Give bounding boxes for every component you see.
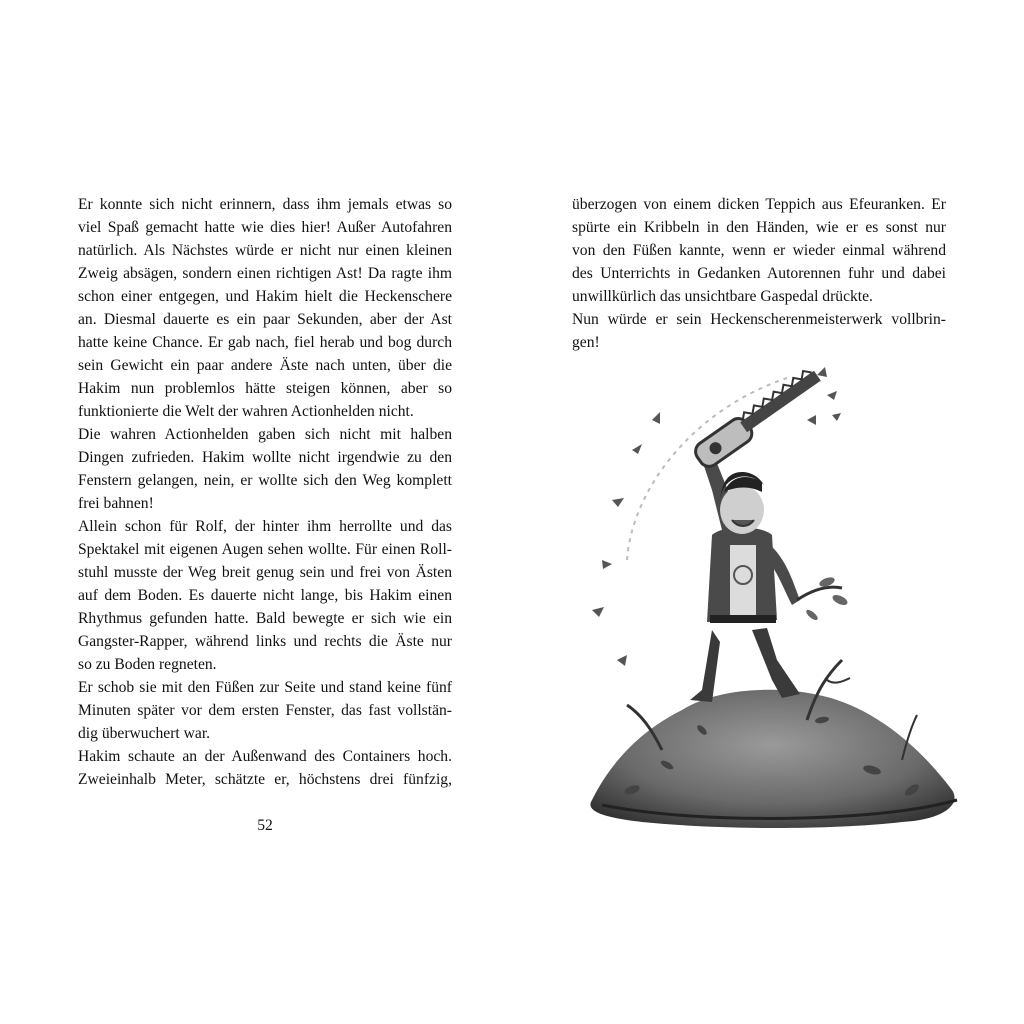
text-line: Zweieinhalb Meter, schätzte er, höchstens drei fünfzig, (78, 771, 452, 788)
text-line: von den Füßen kannte, wenn er wieder einmal während (572, 242, 946, 259)
text-line: spürte ein Kribbeln in den Händen, wie er es sonst nur (572, 219, 946, 236)
text-line: Hakim schaute an der Außenwand des Containers hoch. (78, 748, 452, 765)
text-line: natürlich. Als Nächstes würde er nicht nur einen kleinen (78, 242, 452, 259)
text-line: Fenstern gelangen, nein, er wollte sich den Weg komplett (78, 472, 452, 489)
text-line: überzogen von einem dicken Teppich aus Efeuranken. Er (572, 196, 946, 213)
text-line: viel Spaß gemacht hatte wie dies hier! Außer Autofahren (78, 219, 452, 236)
text-line: frei bahnen! (78, 495, 154, 512)
text-line: Gangster-Rapper, während links und rechts die Äste nur (78, 633, 452, 650)
page-number: 52 (257, 817, 273, 834)
text-line: Er schob sie mit den Füßen zur Seite und stand keine fünf (78, 679, 452, 696)
text-line: Dingen zufrieden. Hakim wollte nicht irgendwie zu den (78, 449, 452, 466)
text-line: Die wahren Actionhelden gaben sich nicht mit halben (78, 426, 452, 443)
right-page (572, 193, 946, 354)
left-page (78, 193, 452, 791)
text-line: Zweig absägen, sondern einen richtigen Ast! Da ragte ihm (78, 265, 452, 282)
text-line: dig überwuchert war. (78, 725, 211, 742)
text-line: auf dem Boden. Es dauerte nicht lange, bis Hakim einen (78, 587, 452, 604)
text-line: des Unterrichts in Gedanken Autorennen fuhr und dabei (572, 265, 946, 282)
text-line: Minuten später vor dem ersten Fenster, das fast vollstän- (78, 702, 452, 719)
text-line: stuhl musste der Weg breit genug sein und frei von Ästen (78, 564, 452, 581)
boy-with-hedge-trimmer-illustration (572, 360, 982, 840)
leaf-pile (590, 690, 954, 828)
text-line: schon einer entgegen, und Hakim hielt die Heckenschere (78, 288, 452, 305)
text-line: so zu Boden regneten. (78, 656, 217, 673)
text-line: Rhythmus gefunden hatte. Bald bewegte er sich wie ein (78, 610, 452, 627)
text-line: an. Diesmal dauerte es ein paar Sekunden, aber der Ast (78, 311, 452, 328)
text-line: sein Gewicht ein paar andere Äste nach unten, über die (78, 357, 452, 374)
text-line: Er konnte sich nicht erinnern, dass ihm jemals etwas so (78, 196, 452, 213)
text-line: hatte keine Chance. Er gab nach, fiel herab und bog durch (78, 334, 452, 351)
text-line: unwillkürlich das unsichtbare Gaspedal drückte. (572, 288, 873, 305)
text-line: Allein schon für Rolf, der hinter ihm herrollte und das (78, 518, 452, 535)
illustration-svg (572, 360, 982, 840)
text-line: Spektakel mit eigenen Augen sehen wollte. Für einen Roll- (78, 541, 452, 558)
text-line: Nun würde er sein Heckenscherenmeisterwerk vollbrin- (572, 311, 946, 328)
left-page-body (78, 193, 452, 791)
text-line: funktionierte die Welt der wahren Actionhelden nicht. (78, 403, 414, 420)
text-line: gen! (572, 334, 600, 351)
right-page-body (572, 193, 946, 354)
text-line: Hakim nun problemlos hätte steigen können, aber so (78, 380, 452, 397)
